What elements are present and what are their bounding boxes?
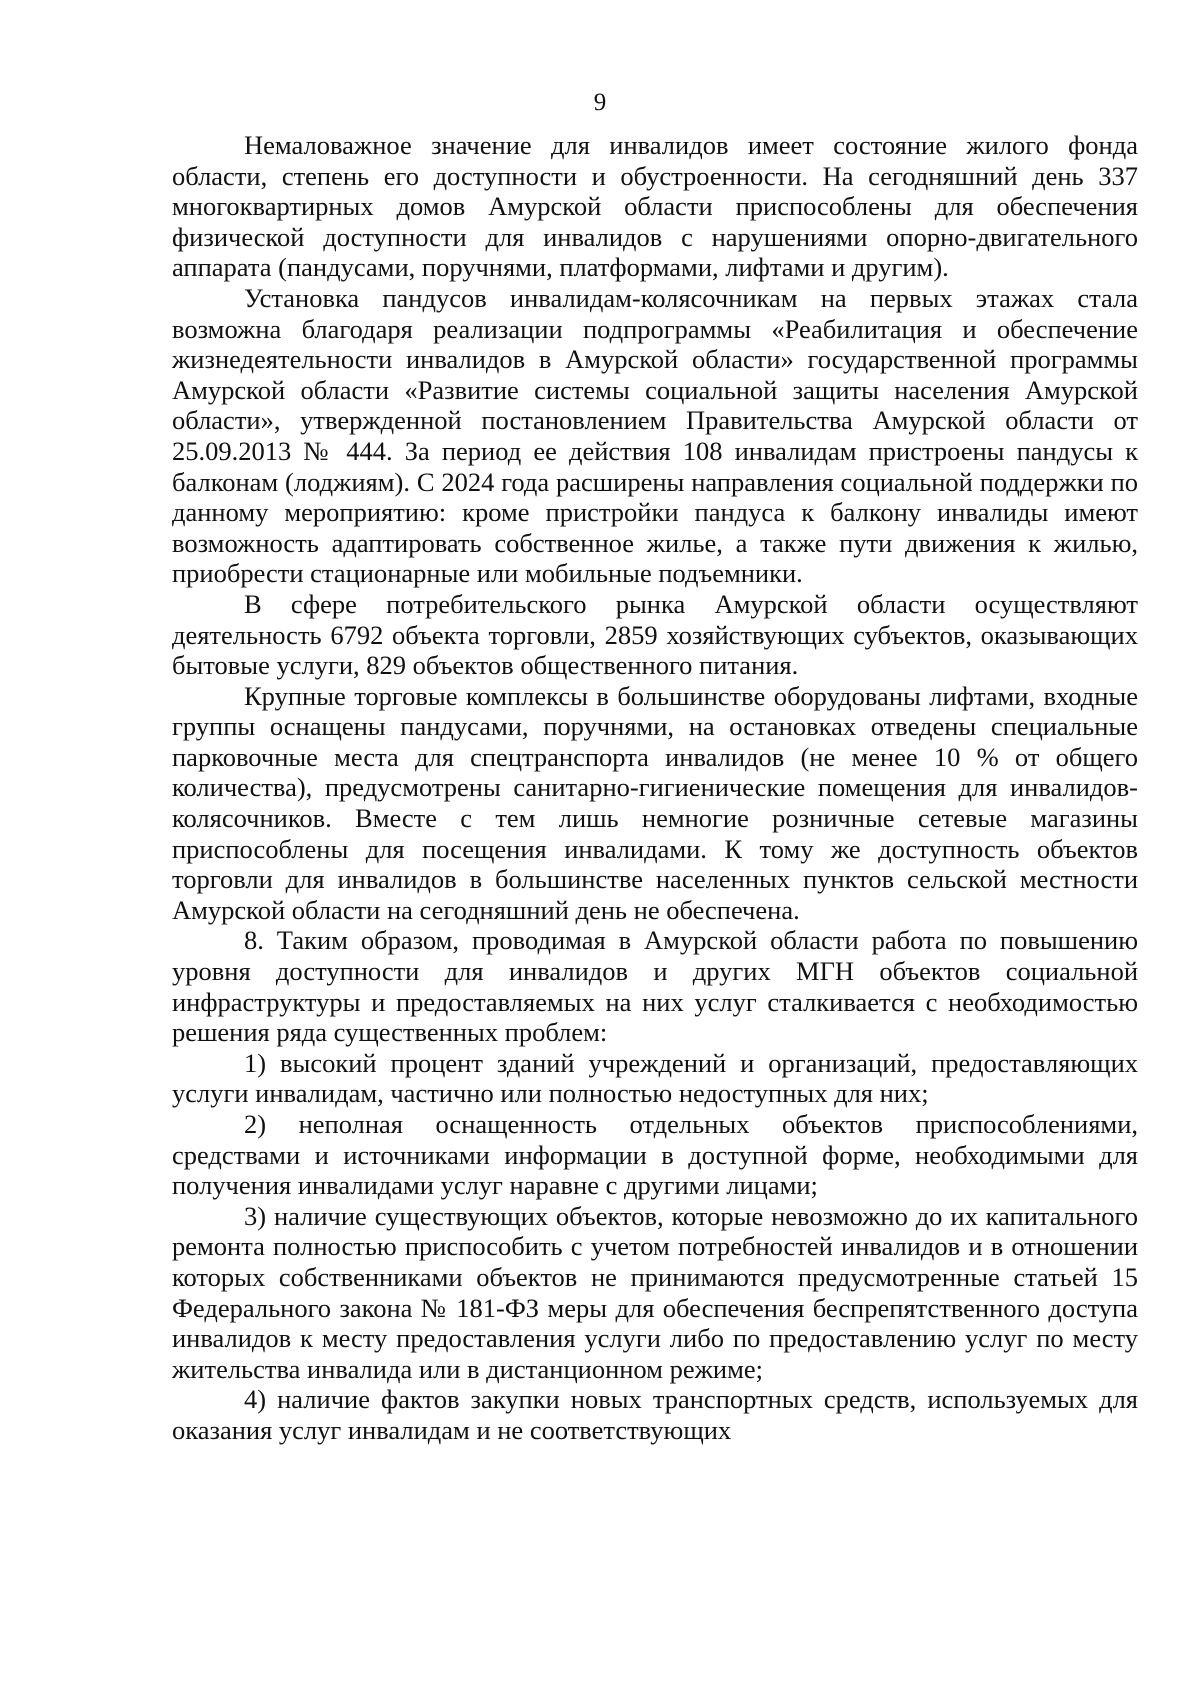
list-item-1: 1) высокий процент зданий учреждений и организаций, предоставляющих услуги инвалидам, частично или полностью недоступных для них; (172, 1047, 1138, 1109)
paragraph-shopping-centers: Крупные торговые комплексы в большинстве оборудованы лифтами, входные группы оснащены пандусами, поручнями, на остановках отведены специальные парковочные места для спецтранспорта инвалидов (не менее 10 % от общего количества), предусмотрены санитарно-гигиенические помещения для инвалидов-колясочников. Вместе с тем лишь немногие розничные сетевые магазины приспособлены для посещения инвалидами. К тому же доступность объектов торговли для инвалидов в большинстве населенных пунктов сельской местности Амурской области на сегодняшний день не обеспечена. (172, 680, 1138, 925)
page-number: 9 (593, 89, 607, 116)
paragraph-housing: Немаловажное значение для инвалидов имеет состояние жилого фонда области, степень его доступности и обустроенности. На сегодняшний день 337 многоквартирных домов Амурской области приспособлены для обеспечения физической доступности для инвалидов с нарушениями опорно-двигательного аппарата (пандусами, поручнями, платформами, лифтами и другим). (172, 130, 1138, 283)
paragraph-ramps: Установка пандусов инвалидам-колясочникам на первых этажах стала возможна благодаря реализации подпрограммы «Реабилитация и обеспечение жизнедеятельности инвалидов в Амурской области» государственной программы Амурской области «Развитие системы социальной защиты населения Амурской области», утвержденной постановлением Правительства Амурской области от 25.09.2013 № 444. За период ее действия 108 инвалидам пристроены пандусы к балконам (лоджиям). С 2024 года расширены направления социальной поддержки по данному мероприятию: кроме пристройки пандуса к балкону инвалиды имеют возможность адаптировать собственное жилье, а также пути движения к жилью, приобрести стационарные или мобильные подъемники. (172, 282, 1138, 589)
paragraph-consumer-market: В сфере потребительского рынка Амурской области осуществляют деятельность 6792 объекта торговли, 2859 хозяйствующих субъектов, оказывающих бытовые услуги, 829 объектов общественного питания. (172, 588, 1138, 681)
paragraph-problems-intro: 8. Таким образом, проводимая в Амурской области работа по повышению уровня доступности для инвалидов и других МГН объектов социальной инфраструктуры и предоставляемых на них услуг сталкивается с необходимостью решения ряда существенных проблем: (172, 925, 1138, 1048)
document-body (172, 130, 1138, 1446)
list-item-2: 2) неполная оснащенность отдельных объектов приспособлениями, средствами и источниками информации в доступной форме, необходимыми для получения инвалидами услуг наравне с другими лицами; (172, 1109, 1138, 1201)
list-item-4: 4) наличие фактов закупки новых транспортных средств, используемых для оказания услуг инвалидам и не соответствующих (172, 1384, 1138, 1445)
list-item-3: 3) наличие существующих объектов, которые невозможно до их капитального ремонта полностью приспособить с учетом потребностей инвалидов и в отношении которых собственниками объектов не принимаются предусмотренные статьей 15 Федерального закона № 181-ФЗ меры для обеспечения беспрепятственного доступа инвалидов к месту предоставления услуги либо по предоставлению услуг по месту жительства инвалида или в дистанционном режиме; (172, 1200, 1138, 1384)
